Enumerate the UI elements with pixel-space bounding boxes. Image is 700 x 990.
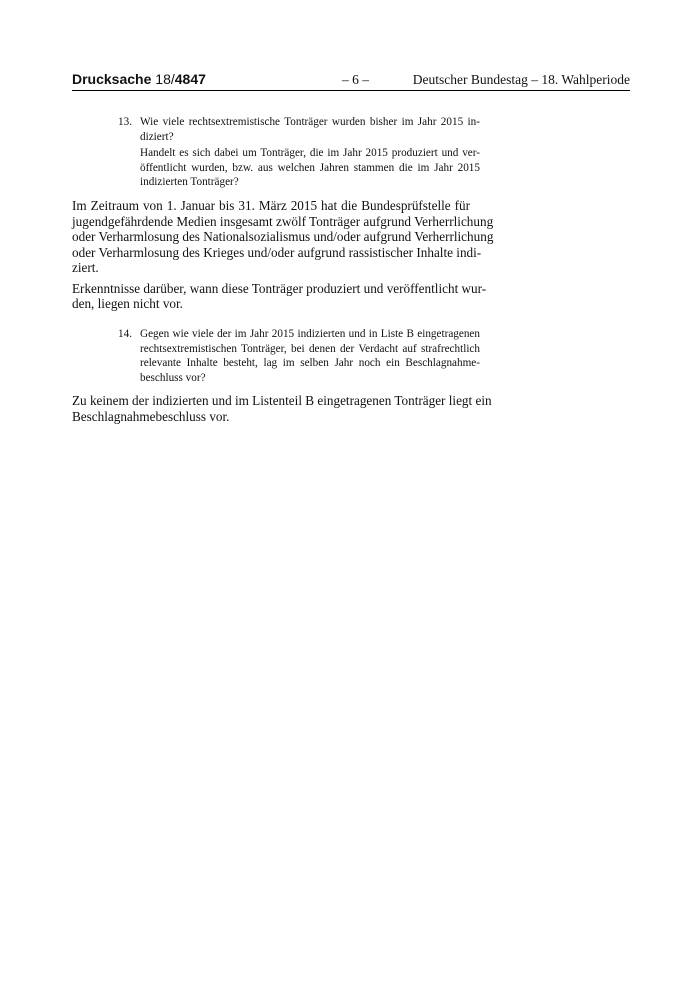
answer-line: Erkenntnisse darüber, wann diese Tonträger produziert und veröffentlicht wur-	[72, 280, 487, 296]
question-line: beschluss vor?	[140, 371, 206, 384]
page-header	[72, 71, 630, 91]
question-number: 14.	[118, 328, 132, 340]
answer-paragraph	[72, 280, 487, 312]
question-line: Wie viele rechtsextremistische Tonträger wurden bisher im Jahr 2015 in-	[140, 116, 480, 128]
answer-line: Im Zeitraum von 1. Januar bis 31. März 2015 hat die Bundesprüfstelle für	[72, 198, 470, 213]
answer-line: Beschlagnahmebeschluss vor.	[72, 408, 230, 424]
question-13	[118, 115, 480, 190]
question-line: öffentlicht wurden, bzw. aus welchen Jahren stammen die im Jahr 2015	[140, 161, 480, 174]
question-line: relevante Inhalte besteht, lag im selben Jahr noch ein Beschlagnahme-	[140, 357, 480, 370]
question-line: Handelt es sich dabei um Tonträger, die im Jahr 2015 produziert und ver-	[140, 147, 480, 159]
document-number	[72, 71, 206, 87]
header-rule	[72, 90, 630, 91]
question-line: rechtsextremistischen Tonträger, bei denen der Verdacht auf strafrechtlich	[140, 342, 480, 355]
answer-line: ziert.	[72, 260, 99, 275]
document-id: 4847	[174, 71, 206, 87]
answer-line: jugendgefährdende Medien insgesamt zwölf Tonträger aufgrund Verherrlichung	[72, 213, 494, 229]
publisher: Deutscher Bundestag – 18. Wahlperiode	[412, 72, 630, 87]
question-text	[140, 327, 480, 385]
question-14	[118, 327, 480, 387]
question-line: diziert?	[140, 130, 174, 143]
question-line: indizierten Tonträger?	[140, 176, 239, 189]
answer-line: oder Verharmlosung des Krieges und/oder aufgrund rassistischer Inhalte indi-	[72, 244, 482, 260]
question-line: Gegen wie viele der im Jahr 2015 indizierten und in Liste B eingetragenen	[140, 328, 480, 340]
answer-13	[72, 198, 494, 312]
answer-line: den, liegen nicht vor.	[72, 296, 183, 311]
answer-paragraph	[72, 393, 492, 424]
answer-14	[72, 393, 492, 424]
document-series: 18/	[155, 71, 175, 87]
question-number: 13.	[118, 116, 132, 128]
question-subtext	[140, 146, 480, 190]
answer-line: Zu keinem der indizierten und im Listenteil B eingetragenen Tonträger liegt ein	[72, 393, 492, 408]
answer-line: oder Verharmlosung des Nationalsozialismus und/oder aufgrund Verherrlichung	[72, 229, 494, 244]
question-text	[140, 115, 480, 144]
page-number: – 6 –	[342, 72, 369, 87]
document-label: Drucksache	[72, 71, 152, 87]
answer-paragraph	[72, 198, 494, 276]
